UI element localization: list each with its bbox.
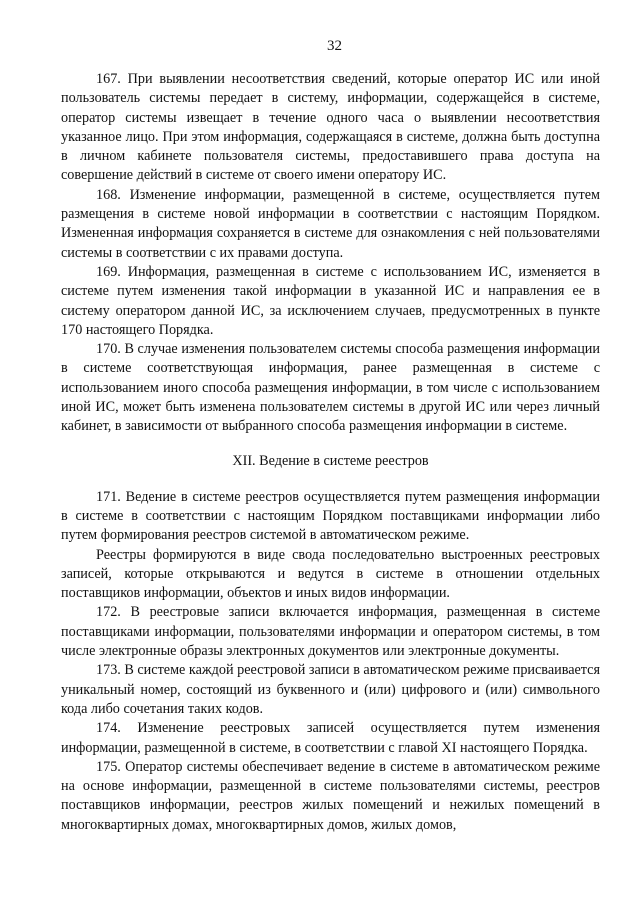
- paragraph-172: 172. В реестровые записи включается информация, размещенная в системе поставщиками информации, пользователями информации и оператором системы, в том числе электронные образы электронных документов или электронные документы.: [61, 604, 600, 660]
- paragraph-170: 170. В случае изменения пользователем системы способа размещения информации в системе соответствующая информация, ранее размещенная в системе с использованием иного способа размещения информации, в том числе с использованием иной ИС, может быть изменена пользователем системы в другой ИС или через личный кабинет, в зависимости от выбранного способа размещения информации в системе.: [61, 341, 600, 435]
- paragraphs-before-heading: [61, 70, 600, 437]
- paragraph-175: 175. Оператор системы обеспечивает ведение в системе в автоматическом режиме на основе информации, размещенной в системе пользователями системы, реестров поставщиков информации, реестров жилых помещений и нежилых помещений в многоквартирных домах, многоквартирных домов, жилых домов,: [61, 758, 600, 833]
- page-number: 32: [327, 38, 342, 54]
- section-heading: XII. Ведение в системе реестров: [232, 452, 429, 469]
- paragraph-173: 173. В системе каждой реестровой записи в автоматическом режиме присваивается уникальный номер, состоящий из буквенного и (или) цифрового и (или) символьного кода либо сочетания таких кодов.: [61, 662, 601, 717]
- paragraph-168: 168. Изменение информации, размещенной в системе, осуществляется путем размещения в системе новой информации в соответствии с настоящим Порядком. Измененная информация сохраняется в системе для ознакомления с ней пользователями системы в соответствии с их правами доступа.: [61, 186, 600, 261]
- paragraph-169: 169. Информация, размещенная в системе с использованием ИС, изменяется в системе путем изменения такой информации в указанной ИС и направления ее в систему оператором данной ИС, за исключением случаев, предусмотренных в пункте 170 настоящего Порядка.: [61, 263, 600, 338]
- paragraph-registries: Реестры формируются в виде свода последовательно выстроенных реестровых записей, которые открываются и ведутся в системе в отношении отдельных поставщиков информации, объектов и иных видов информации.: [61, 546, 600, 602]
- paragraphs-after-heading: [61, 488, 600, 835]
- paragraph-174: 174. Изменение реестровых записей осуществляется путем изменения информации, размещенной в системе, в соответствии с главой XI настоящего Порядка.: [61, 720, 600, 756]
- paragraph-167: 167. При выявлении несоответствия сведений, которые оператор ИС или иной пользователь системы передает в систему, информации, содержащейся в системе, оператор системы извещает в течение одного часа о выявлении несоответствия указанное лицо. При этом информация, содержащаяся в системе, должна быть доступна в личном кабинете пользователя системы, предоставившего права доступа на совершение действий в системе от своего имени оператору ИС.: [61, 71, 600, 184]
- paragraph-171: 171. Ведение в системе реестров осуществляется путем размещения информации в системе в соответствии с настоящим Порядком поставщиками информации либо путем формирования реестров системой в автоматическом режиме.: [61, 488, 600, 544]
